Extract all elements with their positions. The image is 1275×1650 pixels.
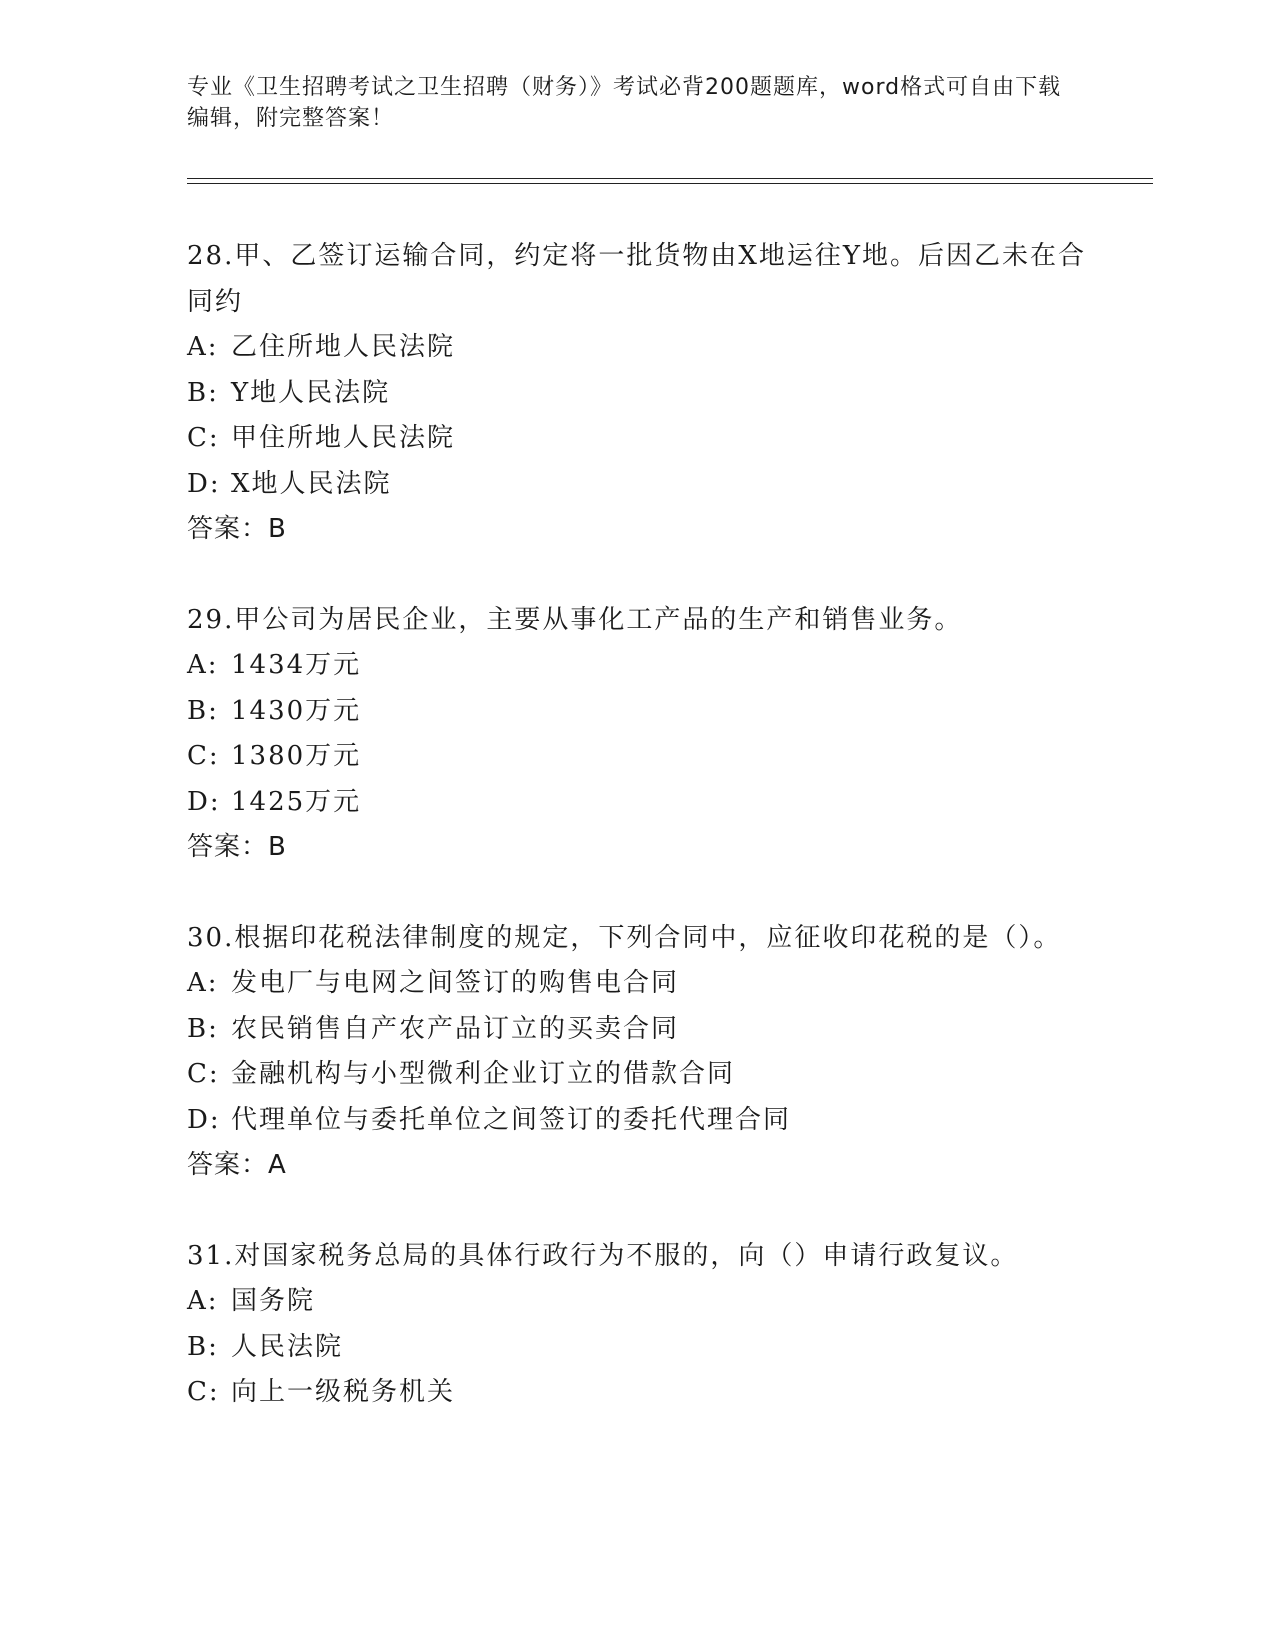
option-label: A:: [187, 650, 219, 680]
option-text: 金融机构与小型微利企业订立的借款合同: [231, 1059, 736, 1089]
option-c: [187, 1370, 1087, 1416]
option-text: Y地人民法院: [231, 377, 391, 408]
option-text: 发电厂与电网之间签订的购售电合同: [231, 968, 680, 998]
document-intro: 专业《卫生招聘考试之卫生招聘（财务）》考试必背200题题库，word格式可自由下载编辑，附完整答案！: [187, 75, 1062, 131]
option-label: D:: [187, 468, 221, 499]
option-label: B:: [187, 695, 219, 726]
option-text: 甲住所地人民法院: [231, 423, 456, 453]
option-c: [187, 1052, 1087, 1098]
option-a: [187, 961, 1087, 1007]
option-text: 1380万元: [231, 741, 362, 771]
option-a: [187, 643, 1087, 689]
question-text: 31.对国家税务总局的具体行政行为不服的，向（）申请行政复议。: [187, 1240, 1019, 1271]
option-b: [187, 371, 1087, 417]
answer-line: 答案：A: [187, 1150, 287, 1180]
option-d: [187, 780, 1087, 826]
answer-line: 答案：B: [187, 514, 287, 544]
option-label: A:: [187, 332, 219, 362]
option-label: C:: [187, 423, 220, 453]
option-a: [187, 325, 1087, 371]
option-text: 1425万元: [231, 786, 362, 817]
option-text: 人民法院: [231, 1331, 344, 1362]
option-text: 向上一级税务机关: [231, 1377, 456, 1407]
option-b: [187, 1325, 1087, 1371]
option-a: [187, 1279, 1087, 1325]
question-text: 28.甲、乙签订运输合同，约定将一批货物由X地运往Y地。后因乙未在合同约: [187, 241, 1087, 317]
question-31: [187, 1234, 1087, 1416]
option-label: D:: [187, 786, 221, 817]
option-label: C:: [187, 1377, 220, 1407]
option-label: B:: [187, 1331, 219, 1362]
option-label: B:: [187, 1013, 219, 1044]
option-c: [187, 416, 1087, 462]
option-label: B:: [187, 377, 219, 408]
question-30: [187, 916, 1087, 1189]
answer-line: 答案：B: [187, 832, 287, 862]
option-d: [187, 462, 1087, 508]
option-text: 农民销售自产农产品订立的买卖合同: [231, 1013, 680, 1044]
option-label: C:: [187, 741, 220, 771]
option-text: 1430万元: [231, 695, 362, 726]
option-b: [187, 689, 1087, 735]
question-29: [187, 598, 1087, 871]
question-text: 30.根据印花税法律制度的规定，下列合同中，应征收印花税的是（）。: [187, 922, 1062, 953]
option-text: 国务院: [231, 1286, 316, 1316]
header-divider-top: [187, 178, 1153, 179]
question-28: [187, 234, 1087, 553]
option-label: A:: [187, 1286, 219, 1316]
option-d: [187, 1098, 1087, 1144]
option-text: 乙住所地人民法院: [231, 332, 456, 362]
option-label: D:: [187, 1104, 221, 1135]
option-text: 1434万元: [231, 650, 362, 680]
option-b: [187, 1007, 1087, 1053]
question-list: [187, 234, 1087, 1461]
option-text: 代理单位与委托单位之间签订的委托代理合同: [231, 1104, 792, 1135]
option-text: X地人民法院: [231, 468, 392, 499]
option-label: C:: [187, 1059, 220, 1089]
option-label: A:: [187, 968, 219, 998]
header-divider-bottom: [187, 183, 1153, 184]
option-c: [187, 734, 1087, 780]
question-text: 29.甲公司为居民企业，主要从事化工产品的生产和销售业务。: [187, 604, 963, 635]
